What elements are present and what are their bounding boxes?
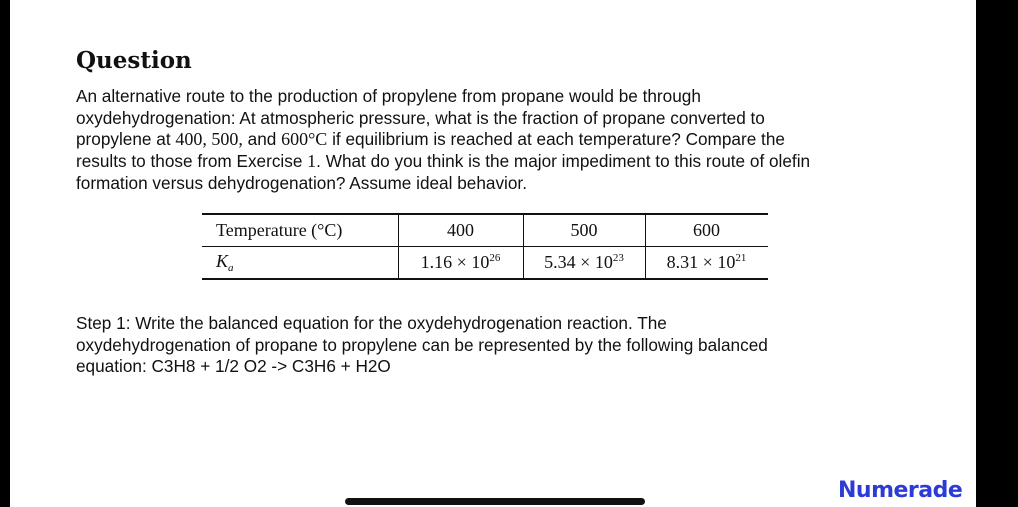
ka-subscript: a [228,262,234,274]
ka-value-400 [398,247,523,280]
ka-mantissa: 5.34 × 10 [544,252,613,272]
table-row [202,247,768,280]
header-temperature-500: 500 [523,214,645,247]
numerade-logo: Numerade [838,478,963,503]
question-text-fragment: results to those from Exercise [76,151,308,172]
exercise-number: 1 [307,151,317,172]
question-title: Question [76,47,192,74]
temperature-600c: 600°C [281,129,328,150]
equilibrium-constant-table [202,213,768,280]
header-temperature-label: Temperature (°C) [202,214,398,247]
row-label-ka [202,247,398,280]
ka-mantissa: 1.16 × 10 [420,252,490,272]
question-line: oxydehydrogenation: At atmospheric pressure, what is the fraction of propane converted to [76,107,765,128]
step-1-text [76,313,876,378]
question-line: formation versus dehydrogenation? Assume ideal behavior. [76,172,527,193]
ka-exponent: 21 [735,252,747,264]
question-text-fragment: . What do you think is the major impediment to this route of olefin [316,151,811,172]
question-line: An alternative route to the production of propylene from propane would be through [76,86,701,106]
step-line: oxydehydrogenation of propane to propylene can be represented by the following balanced [76,334,768,355]
ka-value-500 [523,247,645,280]
ka-value-600 [645,247,768,280]
question-line [76,129,896,151]
step-line: Step 1: Write the balanced equation for the oxydehydrogenation reaction. The [76,313,667,333]
header-temperature-400: 400 [398,214,523,247]
ka-exponent: 26 [489,252,501,264]
ka-exponent: 23 [612,252,624,264]
question-text [76,86,896,195]
home-indicator-bar[interactable] [345,498,645,505]
temperature-values: 400, 500, [175,129,243,150]
question-line [76,151,896,173]
ka-symbol: K [216,251,229,271]
ka-mantissa: 8.31 × 10 [666,252,736,272]
header-temperature-600: 600 [693,220,720,240]
question-text-fragment: propylene at [76,129,176,150]
step-line: equation: C3H8 + 1/2 O2 -> C3H6 + H2O [76,356,391,377]
question-text-fragment: and [242,129,282,150]
table-header-row [202,214,768,247]
question-text-fragment: if equilibrium is reached at each temperature? Compare the [327,129,785,150]
